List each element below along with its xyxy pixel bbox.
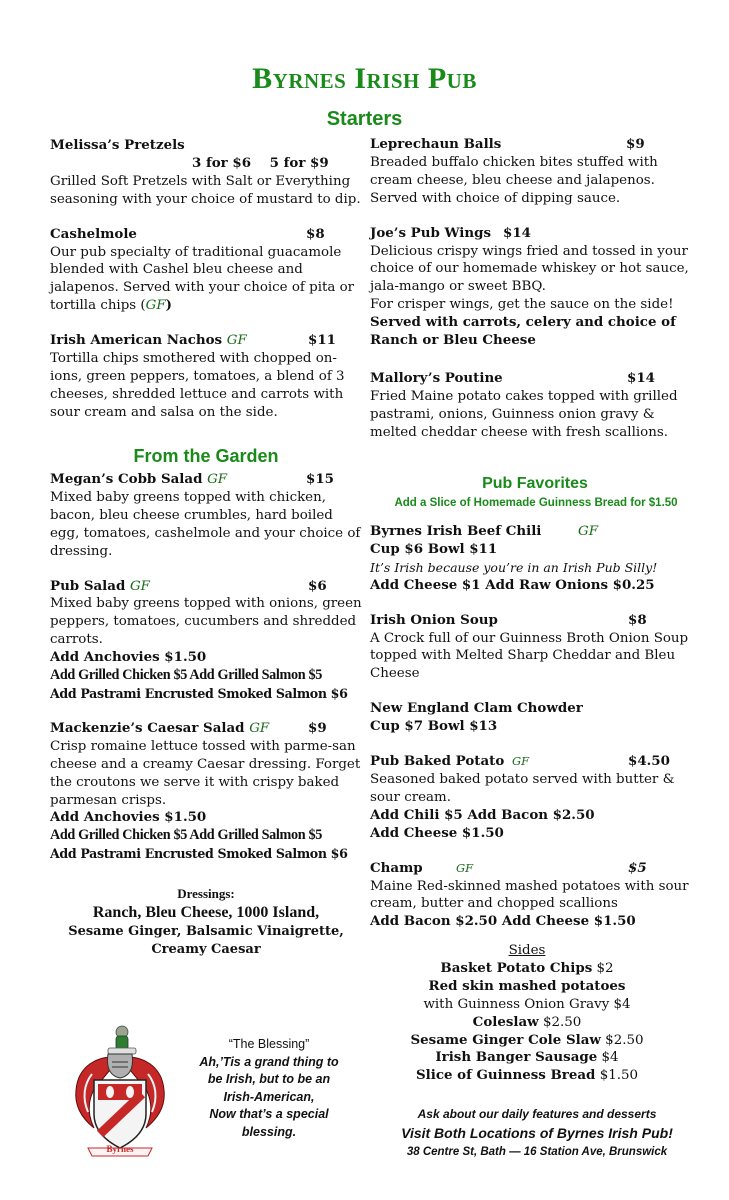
garden-heading: From the Garden bbox=[133, 446, 279, 466]
menu-item bbox=[370, 860, 700, 932]
item-name: Pub Baked Potato GF $4.50 bbox=[370, 753, 670, 770]
left-column bbox=[50, 137, 362, 439]
item-description: Crisp romaine lettuce tossed with parme-san cheese and a creamy Caesar dressing. Forget the croutons we serve it with crispy baked parmesan crisps. bbox=[50, 738, 361, 808]
item-name: New England Clam Chowder bbox=[370, 700, 583, 717]
item-name: Leprechaun Balls $9 bbox=[370, 136, 645, 152]
menu-item bbox=[370, 523, 700, 595]
add-on: Add Bacon $2.50 Add Cheese $1.50 bbox=[370, 913, 636, 930]
footer-line: 38 Centre St, Bath — 16 Station Ave, Brunswick bbox=[406, 1146, 668, 1158]
item-price: $8 bbox=[628, 611, 647, 628]
side-item: Sesame Ginger Cole Slaw $2.50 bbox=[410, 1031, 644, 1048]
add-on: Add Pastrami Encrusted Smoked Salmon $6 bbox=[50, 846, 348, 862]
favorites-subheading: Add a Slice of Homemade Guinness Bread for $1.50 bbox=[394, 497, 678, 509]
menu-item bbox=[370, 700, 700, 736]
starters-heading: Starters bbox=[326, 108, 403, 130]
menu-item bbox=[50, 578, 362, 703]
gluten-free-badge: GF bbox=[207, 472, 228, 487]
page-title: Byrnes Irish Pub bbox=[252, 62, 477, 95]
footer-line: Visit Both Locations of Byrnes Irish Pub! bbox=[401, 1125, 673, 1141]
blessing bbox=[184, 1036, 354, 1142]
footer bbox=[372, 1105, 702, 1161]
menu-item bbox=[50, 226, 362, 316]
item-description: Maine Red-skinned mashed potatoes with sour cream, butter and chopped scallions bbox=[370, 878, 689, 912]
add-on: Add Cheese $1 Add Raw Onions $0.25 bbox=[370, 576, 655, 593]
item-name: Melissa’s Pretzels bbox=[50, 137, 185, 153]
blessing-line: Ah,’Tis a grand thing to bbox=[199, 1054, 339, 1069]
sides bbox=[370, 942, 684, 1085]
menu-item bbox=[370, 225, 700, 350]
garden-column bbox=[50, 471, 362, 959]
add-on: Add Grilled Chicken $5 Add Grilled Salmon $5 bbox=[50, 827, 322, 844]
item-name: Mackenzie’s Caesar Salad GF $9 bbox=[50, 719, 327, 736]
item-description: Grilled Soft Pretzels with Salt or Everything seasoning with your choice of mustard to dip. bbox=[50, 173, 361, 207]
menu-item bbox=[50, 471, 362, 561]
item-price: $8 bbox=[306, 225, 325, 242]
item-name: Byrnes Irish Beef Chili GF bbox=[370, 523, 598, 539]
dressings-line: Ranch, Bleu Cheese, 1000 Island, bbox=[92, 904, 320, 922]
item-note: It’s Irish because you’re in an Irish Pub Silly! bbox=[370, 559, 658, 575]
item-name: Cashelmole $8 bbox=[50, 225, 325, 242]
side-item: Slice of Guinness Bread $1.50 bbox=[415, 1067, 639, 1084]
add-on: Add Grilled Chicken $5 Add Grilled Salmon $5 bbox=[50, 667, 322, 684]
dressings-line: Sesame Ginger, Balsamic Vinaigrette, bbox=[68, 924, 344, 940]
menu-item bbox=[370, 370, 700, 442]
item-price: $14 bbox=[627, 369, 655, 386]
add-on: Add Chili $5 Add Bacon $2.50 bbox=[370, 806, 595, 823]
crest-caption: Byrnes bbox=[106, 1144, 134, 1154]
item-price: 3 for $6 5 for $9 bbox=[192, 154, 329, 171]
item-price: $4.50 bbox=[628, 753, 670, 770]
item-price: $11 bbox=[308, 332, 336, 349]
right-column bbox=[370, 136, 700, 459]
menu-item bbox=[50, 137, 362, 209]
add-on: Add Pastrami Encrusted Smoked Salmon $6 bbox=[50, 685, 348, 701]
blessing-line: Now that’s a special bbox=[209, 1107, 329, 1122]
favorites-heading: Pub Favorites bbox=[482, 475, 588, 492]
item-name: Irish Onion Soup $8 bbox=[370, 611, 647, 628]
gluten-free-badge: GF bbox=[226, 333, 247, 349]
item-price: Cup $7 Bowl $13 bbox=[370, 718, 498, 735]
item-name: Mallory’s Poutine $14 bbox=[370, 369, 655, 386]
item-description: Mixed baby greens topped with onions, green peppers, tomatoes, cucumbers and shredded carrots. bbox=[50, 596, 362, 648]
item-name: Joe’s Pub Wings $14 bbox=[370, 224, 531, 241]
family-crest-icon bbox=[70, 1024, 170, 1159]
item-description: Our pub specialty of traditional guacamole blended with Cashel bleu cheese and jalapenos. Served with your choice of pita or tortilla chips (GF) bbox=[50, 244, 355, 314]
item-extra: Served with carrots, celery and choice of Ranch or Bleu Cheese bbox=[370, 314, 676, 349]
item-description: Delicious crispy wings fried and tossed in your choice of our homemade whiskey or hot sauce, jala-mango or sweet BBQ. bbox=[370, 243, 689, 295]
item-description: Mixed baby greens topped with chicken, bacon, bleu cheese crumbles, hard boiled egg, tomatoes, cashelmole and your choice of dressing. bbox=[50, 489, 361, 559]
side-item: Coleslaw $2.50 bbox=[472, 1013, 582, 1030]
dressings-line: Creamy Caesar bbox=[151, 941, 261, 957]
blessing-line: be Irish, but to be an bbox=[207, 1072, 331, 1087]
gluten-free-badge: GF bbox=[578, 524, 598, 539]
gluten-free-badge: GF bbox=[145, 298, 166, 314]
dressings bbox=[50, 885, 362, 959]
gluten-free-badge: GF bbox=[512, 754, 530, 769]
gluten-free-badge: GF bbox=[456, 860, 474, 875]
item-name: Irish American Nachos GF $11 bbox=[50, 332, 336, 349]
menu-item bbox=[50, 332, 362, 422]
add-on: Add Anchovies $1.50 bbox=[50, 649, 207, 666]
item-description: A Crock full of our Guinness Broth Onion Soup topped with Melted Sharp Cheddar and Bleu Cheese bbox=[370, 630, 689, 682]
item-price: $15 bbox=[306, 471, 334, 487]
item-description: Seasoned baked potato served with butter & sour cream. bbox=[370, 771, 675, 805]
item-price: $9 bbox=[626, 136, 645, 152]
side-item: Red skin mashed potatoes bbox=[428, 977, 626, 994]
side-item: with Guinness Onion Gravy $4 bbox=[423, 996, 631, 1012]
gluten-free-badge: GF bbox=[249, 720, 270, 736]
blessing-line: Irish-American, bbox=[223, 1089, 315, 1104]
item-name: Pub Salad GF $6 bbox=[50, 577, 327, 594]
side-item: Irish Banger Sausage $4 bbox=[435, 1049, 619, 1066]
favorites-column bbox=[370, 523, 700, 948]
item-description: Tortilla chips smothered with chopped on-ions, green peppers, tomatoes, a blend of 3 cheeses, shredded lettuce and carrots with sour cream and salsa on the side. bbox=[50, 351, 345, 420]
item-price: $9 bbox=[308, 719, 327, 736]
item-price: $5 bbox=[628, 859, 647, 876]
blessing-line: blessing. bbox=[241, 1124, 297, 1139]
add-on: Add Cheese $1.50 bbox=[370, 824, 504, 841]
item-name: Megan’s Cobb Salad GF $15 bbox=[50, 471, 334, 487]
side-item: Basket Potato Chips $2 bbox=[440, 959, 614, 976]
item-description: Fried Maine potato cakes topped with grilled pastrami, onions, Guinness onion gravy & melted cheddar cheese with fresh scallions. bbox=[370, 388, 678, 440]
gluten-free-badge: GF bbox=[129, 578, 150, 594]
item-description: Breaded buffalo chicken bites stuffed with cream cheese, bleu cheese and jalapenos. Served with choice of dipping sauce. bbox=[370, 154, 658, 206]
item-price: Cup $6 Bowl $11 bbox=[370, 540, 498, 557]
sides-heading: Sides bbox=[508, 943, 546, 958]
item-note: For crisper wings, get the sauce on the side! bbox=[370, 297, 674, 313]
menu-item bbox=[370, 612, 700, 684]
blessing-title: “The Blessing” bbox=[228, 1037, 310, 1051]
menu-item bbox=[370, 753, 700, 843]
item-price: $14 bbox=[503, 224, 531, 241]
item-price: $6 bbox=[308, 577, 327, 594]
menu-item bbox=[370, 136, 700, 208]
menu-item bbox=[50, 720, 362, 863]
item-name: Champ GF $5 bbox=[370, 859, 647, 876]
footer-line: Ask about our daily features and desserts bbox=[417, 1107, 657, 1121]
add-on: Add Anchovies $1.50 bbox=[50, 809, 207, 826]
dressings-label: Dressings: bbox=[177, 886, 235, 902]
